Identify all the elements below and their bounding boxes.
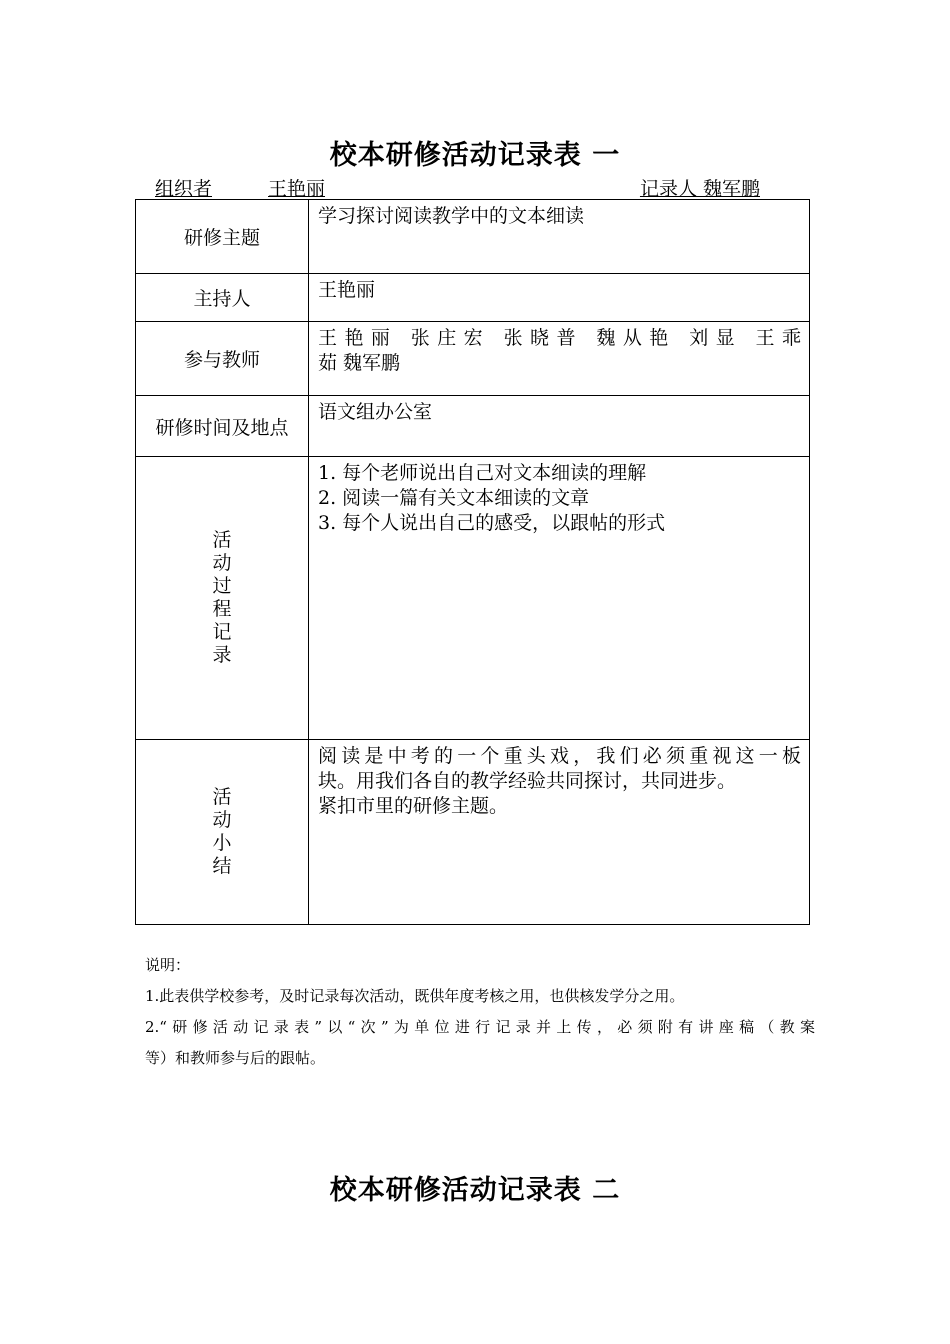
process-value [309,457,810,740]
row-process [136,457,810,740]
time-place-label: 研修时间及地点 [136,396,309,457]
host-value: 王艳丽 [309,274,810,322]
organizer-label: 组织者 [155,178,213,200]
process-step: 3. 每个人说出自己的感受，以跟帖的形式 [318,512,666,534]
form-title-1: 校本研修活动记录表 一 [329,140,621,171]
participants-line-2: 茹 魏军鹏 [318,352,401,374]
row-host [136,274,810,322]
summary-label-char: 小 [212,832,232,854]
organizer-name: 王艳丽 [268,178,326,200]
notes-item-2-line-1: 2.“研修活动记录表”以“次”为单位进行记录并上传，必须附有讲座稿（教案 [145,1018,815,1036]
row-summary [136,740,810,925]
process-label [136,457,309,740]
form-title-2: 校本研修活动记录表 二 [329,1175,621,1206]
summary-line-3: 紧扣市里的研修主题。 [318,795,509,817]
form-meta [155,174,760,200]
recorder: 记录人 魏军鹏 [639,178,760,200]
topic-value: 学习探讨阅读教学中的文本细读 [309,200,810,274]
process-label-vertical [211,529,233,667]
process-label-char: 程 [212,598,232,620]
summary-label [136,740,309,925]
notes-heading: 说明： [145,956,191,974]
record-table [135,199,810,925]
summary-line-1: 阅读是中考的一个重头戏，我们必须重视这一板 [318,745,801,767]
process-step: 2. 阅读一篇有关文本细读的文章 [318,487,590,509]
participants-label: 参与教师 [136,322,309,396]
summary-value [309,740,810,925]
process-label-char: 记 [212,621,232,643]
process-steps [318,461,801,536]
participants-line-1: 王艳丽 张庄宏 张晓普 魏从艳 刘显 王乖 [318,327,801,349]
process-label-char: 动 [212,552,232,574]
row-topic [136,200,810,274]
time-place-value: 语文组办公室 [309,396,810,457]
row-participants [136,322,810,396]
participants-value [309,322,810,396]
notes-item-1: 1.此表供学校参考，及时记录每次活动，既供年度考核之用，也供核发学分之用。 [145,987,685,1005]
host-label: 主持人 [136,274,309,322]
summary-label-char: 活 [212,786,232,808]
summary-label-vertical [211,786,233,878]
summary-label-char: 动 [212,809,232,831]
topic-label: 研修主题 [136,200,309,274]
process-label-char: 活 [212,529,232,551]
process-step: 1. 每个老师说出自己对文本细读的理解 [318,462,647,484]
summary-line-2: 块。用我们各自的教学经验共同探讨，共同进步。 [318,770,737,792]
summary-label-char: 结 [212,855,232,877]
row-time-place [136,396,810,457]
process-label-char: 录 [212,644,232,666]
process-label-char: 过 [212,575,232,597]
notes-item-2-line-2: 等）和教师参与后的跟帖。 [145,1049,326,1067]
notes [145,950,815,1074]
